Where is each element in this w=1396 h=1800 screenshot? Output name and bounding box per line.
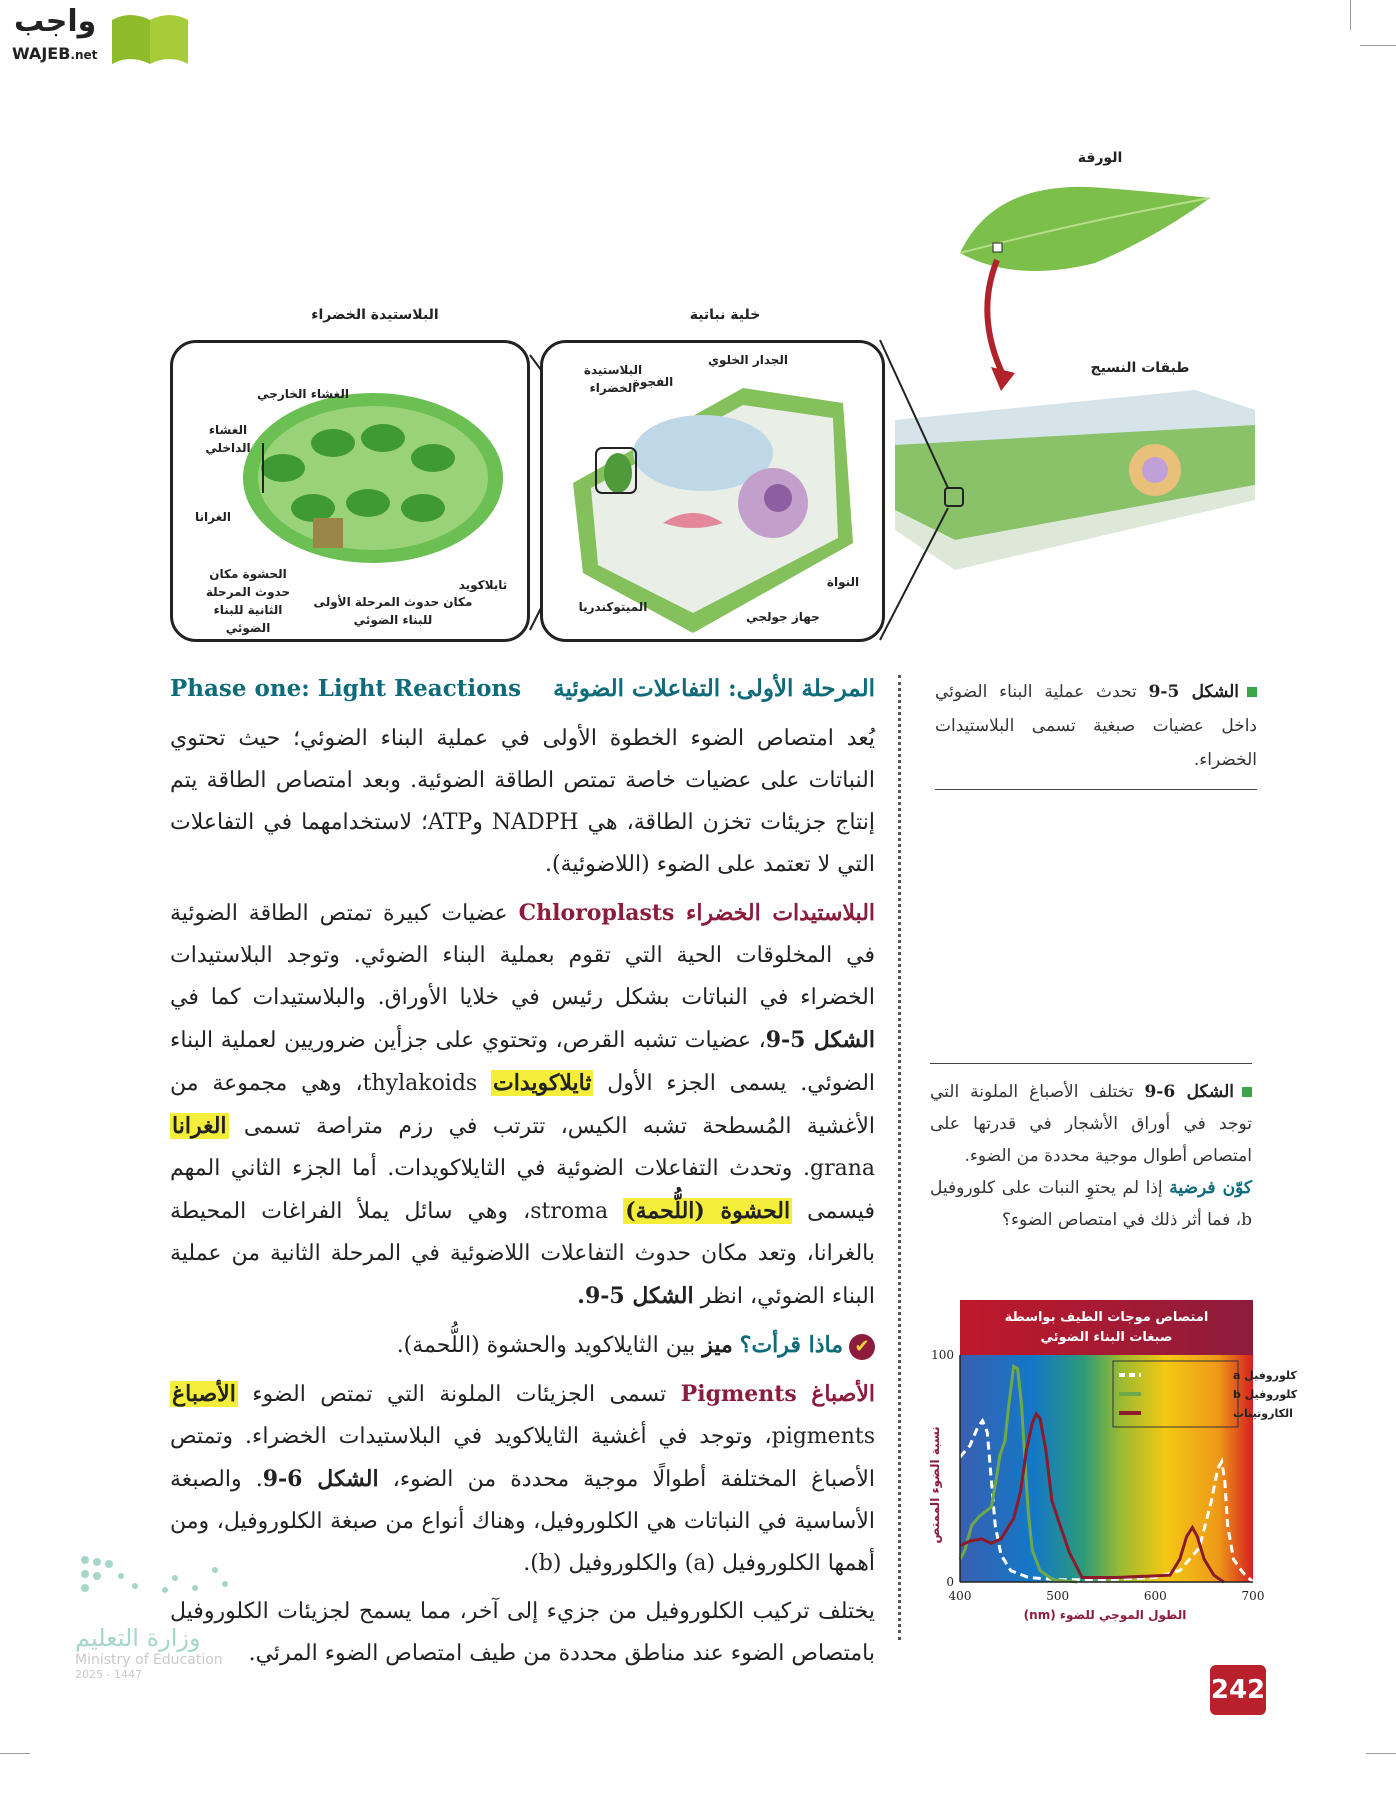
paragraph-4: يختلف تركيب الكلوروفيل من جزيء إلى آخر، مما يسمح لجزيئات الكلوروفيل بامتصاص الضوء عند مناطق محددة من طيف امتصاص الضوء المرئي. <box>170 1599 875 1666</box>
ministry-year: 2025 - 1447 <box>75 1668 142 1681</box>
term-thylakoids: ثايلاكويدات <box>493 1070 592 1096</box>
thylakoid-label: ثايلاكويد <box>458 578 508 592</box>
wajeb-logo <box>8 4 193 66</box>
check-icon: ✔ <box>849 1334 875 1360</box>
x-tick-label: 400 <box>948 1589 972 1603</box>
cell-wall-label: الجدار الخلوي <box>707 353 789 367</box>
chart-title: امتصاص موجات الطيف بواسطة صبغات البناء الضوئي <box>960 1300 1253 1355</box>
tissue-label: طبقات النسيج <box>1090 360 1190 376</box>
term-stroma: الحشوة (اللُّحمة) <box>625 1198 791 1224</box>
absorption-chart <box>915 1298 1298 1628</box>
ministry-name-en: Ministry of Education <box>75 1652 223 1668</box>
logo-arabic: واجب <box>14 4 97 39</box>
plant-cell-panel <box>540 340 885 642</box>
leaf-label: الورقة <box>1077 150 1123 166</box>
caption-bullet-icon <box>1247 687 1257 697</box>
crop-mark <box>1360 45 1396 46</box>
caption-bullet-icon <box>1242 1087 1252 1097</box>
y-axis-label: نسبة الضوء الممتص <box>928 1426 942 1544</box>
x-tick-label: 500 <box>1046 1589 1070 1603</box>
caption-figure-6-9: الشكل 6-9 تختلف الأصباغ الملونة التي توجد في أوراق الأشجار في قدرتها على امتصاص أطوال موجية محددة من الضوء. كوّن فرضية إذا لم يحتوِ النبات على كلوروفيل b، فما أثر ذلك في امتصاص الضوء؟ <box>930 1063 1252 1236</box>
ministry-logo <box>75 1550 255 1730</box>
chloroplast-label: البلاستيدة الخضراء <box>583 363 643 395</box>
ministry-dots-icon <box>75 1550 255 1620</box>
x-axis-label: الطول الموجي للضوء (nm) <box>1023 1608 1187 1622</box>
hypothesis-question: كوّن فرضية إذا لم يحتوِ النبات على كلوروفيل b، فما أثر ذلك في امتصاص الضوء؟ <box>930 1178 1252 1230</box>
paragraph-2: البلاستيدات الخضراء Chloroplasts عضيات كبيرة تمتص الطاقة الضوئية في المخلوقات الحية التي تقوم بعملية البناء الضوئي. وتوجد البلاستيدات الخضراء في النباتات بشكل رئيس في خلايا الأوراق. والبلاستيدات كما في الشكل 5-9، عضيات تشبه القرص، وتحتوي على جزأين ضروريين لعملية البناء الضوئي. يسمى الجزء الأول ثايلاكويدات thylakoids، وهي مجموعة من الأغشية المُسطحة تشبه الكيس، تترتب في رزم متراصة تسمى الغرانا grana. وتحدث التفاعلات الضوئية في الثايلاكويدات. أما الجزء الثاني المهم فيسمى الحشوة (اللُّحمة) stroma، وهي سائل يملأ الفراغات المحيطة بالغرانا، وتعد مكان حدوث التفاعلات اللاضوئية في المرحلة الثانية من عملية البناء الضوئي، انظر الشكل 5-9. <box>170 900 876 1309</box>
term-grana: الغرانا <box>172 1113 227 1139</box>
cell-title: خلية نباتية <box>689 307 761 323</box>
section-heading <box>170 668 875 710</box>
golgi-label: جهاز جولجي <box>746 610 820 624</box>
legend-label: كلوروفيل a <box>1233 1369 1297 1382</box>
main-text <box>170 668 875 1681</box>
vacuole-label: الفجوة <box>632 375 674 389</box>
y-tick-label: 100 <box>931 1348 954 1362</box>
column-divider <box>898 675 901 1640</box>
chloroplast-title: البلاستيدة الخضراء <box>311 307 439 323</box>
paragraph-1: يُعد امتصاص الضوء الخطوة الأولى في عملية البناء الضوئي؛ حيث تحتوي النباتات على عضيات خاصة تمتص الطاقة الضوئية. وبعد امتصاص الطاقة يتم إنتاج جزيئات تخزن الطاقة، هي NADPH وATP؛ لاستخدامهما في التفاعلات التي لا تعتمد على الضوء (اللاضوئية). <box>170 726 875 877</box>
stroma-label: الحشوة مكان حدوث المرحلة الثانية للبناء الضوئي <box>205 567 291 635</box>
crop-mark <box>1350 0 1351 30</box>
grana-label: الغرانا <box>195 510 231 524</box>
paragraph-3: الأصباغ Pigments تسمى الجزيئات الملونة التي تمتص الضوء الأصباغ pigments، وتوجد في أغشية الثايلاكويد في البلاستيدات الخضراء. وتمتص الأصباغ المختلفة أطوالًا موجية محددة من الضوء، الشكل 6-9. والصبغة الأساسية في النباتات هي الكلوروفيل، وهناك أنواع من صبغة الكلوروفيل، ومن أهمها الكلوروفيل (a) والكلوروفيل (b). <box>170 1381 875 1576</box>
arrow-icon <box>975 255 1035 395</box>
logo-latin: WAJEB.net <box>12 44 98 63</box>
page-number: 242 <box>1210 1665 1266 1715</box>
ministry-name-ar: وزارة التعليم <box>75 1624 201 1652</box>
section-title-en: Phase one: Light Reactions <box>170 675 522 702</box>
book-icon <box>108 10 192 66</box>
caption-figure-5-9: الشكل 5-9 تحدث عملية البناء الضوئي داخل عضيات صبغية تسمى البلاستيدات الخضراء. <box>935 675 1257 790</box>
inner-membrane-label: الغشاء الداخلي <box>205 423 251 455</box>
x-tick-label: 700 <box>1241 1589 1265 1603</box>
y-tick-label: 0 <box>946 1575 954 1589</box>
chloroplast-panel <box>170 340 530 642</box>
legend-label: كلوروفيل b <box>1233 1388 1298 1401</box>
section-title-ar: المرحلة الأولى: التفاعلات الضوئية <box>553 675 875 702</box>
nucleus-label: النواة <box>826 575 860 589</box>
spectrum-background <box>960 1355 1253 1582</box>
outer-membrane-label: الغشاء الخارجي <box>257 387 349 401</box>
legend-label: الكاروتينات <box>1233 1407 1293 1420</box>
crop-mark <box>0 1753 30 1754</box>
reading-check: ✔ماذا قرأت؟ ميز بين الثايلاكويد والحشوة (اللُّحمة). <box>170 1324 875 1367</box>
crop-mark <box>1366 1753 1396 1754</box>
light-site-label: مكان حدوث المرحلة الأولى للبناء الضوئي <box>313 595 473 627</box>
mitochondria-label: الميتوكندريا <box>578 600 648 614</box>
x-tick-label: 600 <box>1143 1589 1167 1603</box>
